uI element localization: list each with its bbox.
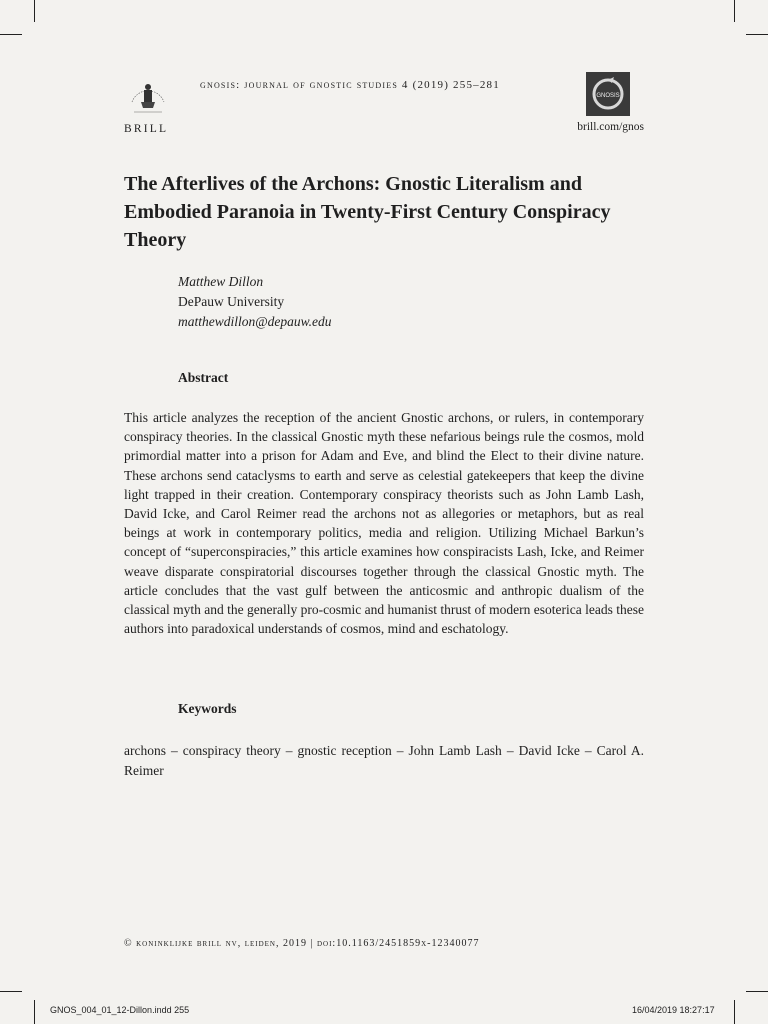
crop-mark-top-right-h: [746, 34, 768, 35]
copyright-doi: © koninklijke brill nv, leiden, 2019 | doi:10.1163/2451859x-12340077: [124, 938, 480, 949]
logo-right-text: GNOSIS: [596, 93, 620, 99]
print-timestamp-slug: 16/04/2019 18:27:17: [632, 1005, 715, 1015]
keywords-heading: Keywords: [178, 701, 237, 716]
crop-mark-top-right-v: [734, 0, 735, 22]
abstract-text: This article analyzes the reception of the ancient Gnostic archons, or rulers, in contemporary conspiracy theories. In the classical Gnostic myth these nefarious beings rule the cosmos, mold primordial matter into a prison for Adam and Eve, and blind the Elect to their divine nature. These archons send cataclysms to earth and serve as celestial gatekeepers that keep the divine light trapped in their creation. Contemporary conspiracy theorists such as John Lamb Lash, David Icke, and Carol Reimer read the archons not as allegories or metaphors, but as real beings at work in contemporary politics, media and religion. Utilizing Michael Barkun’s concept of “superconspiracies,” this article examines how conspiracists Lash, Icke, and Reimer weave disparate conspiratorial discourses together through the classical Gnostic myth. The article concludes that the vast gulf between the anticosmic and anthropic dualism of the classical myth and the generally pro-cosmic and humanist thrust of modern esoterica leads these authors into paradoxical understands of cosmos, mind and eschatology.: [124, 410, 644, 637]
crop-mark-top-left-v: [34, 0, 35, 22]
keywords-text: archons – conspiracy theory – gnostic reception – John Lamb Lash – David Icke – Carol A. Reimer: [124, 743, 644, 778]
crop-mark-bottom-right-v: [734, 1000, 735, 1024]
abstract-heading: Abstract: [178, 370, 229, 385]
publisher-name: BRILL: [124, 123, 169, 135]
article-title: The Afterlives of the Archons: Gnostic Literalism and Embodied Paranoia in Twenty-First Century Conspiracy Theory: [124, 173, 611, 251]
author-name: Matthew Dillon: [178, 274, 264, 289]
author-email[interactable]: matthewdillon@depauw.edu: [178, 314, 332, 329]
indd-file-slug: GNOS_004_01_12-Dillon.indd 255: [50, 1005, 190, 1015]
brill-logo-icon: [126, 72, 170, 122]
crop-mark-bottom-right-h: [746, 991, 768, 992]
author-block: [178, 272, 332, 332]
crop-mark-bottom-left-v: [34, 1000, 35, 1024]
crop-mark-top-left-h: [0, 34, 22, 35]
journal-url[interactable]: brill.com/gnos: [577, 121, 644, 133]
journal-ouroboros-logo-icon: [586, 72, 630, 116]
crop-mark-bottom-left-h: [0, 991, 22, 992]
author-affiliation: DePauw University: [178, 294, 285, 309]
journal-citation: gnosis: journal of gnostic studies 4 (2019) 255–281: [200, 79, 500, 91]
